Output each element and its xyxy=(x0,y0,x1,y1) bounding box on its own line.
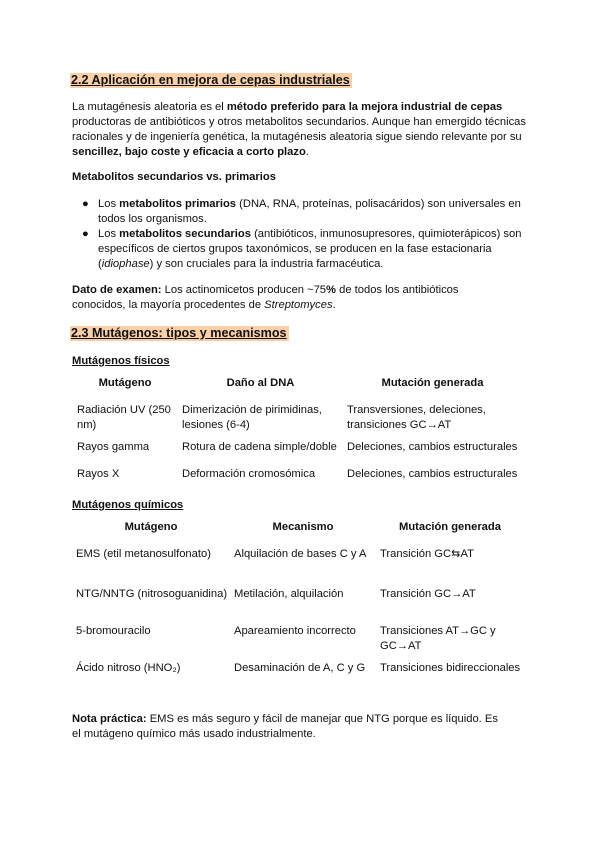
column-header: Mutágeno xyxy=(124,521,178,533)
table-cell: Deleciones, cambios estructurales xyxy=(347,468,518,480)
column-header: Mecanismo xyxy=(272,521,334,533)
section-2-2-heading: 2.2 Aplicación en mejora de cepas industriales xyxy=(71,73,350,87)
bullet-text: (antibióticos, inmunosupresores, quimioterápicos) son específicos de ciertos grupos taxonómicos, se producen en la fase estacionaria ( xyxy=(98,228,522,270)
bullet-icon: ● xyxy=(82,228,89,240)
table-cell: Metilación, alquilación xyxy=(234,588,344,600)
table-cell: Rayos X xyxy=(77,468,120,480)
table-cell: Transversiones, deleciones, transiciones GC→AT xyxy=(347,404,486,431)
intro-text-3: . xyxy=(305,146,309,158)
list-item xyxy=(72,197,522,227)
column-header: Mutágeno xyxy=(98,377,152,389)
column-header: Mutación generada xyxy=(381,377,484,389)
table-cell: Desaminación de A, C y G xyxy=(234,662,366,674)
table-cell: Deformación cromosómica xyxy=(182,468,316,480)
table-header-row xyxy=(72,376,522,403)
exam-percent: % xyxy=(326,284,336,296)
intro-bold-1: método preferido para la mejora industrial de cepas xyxy=(226,101,503,113)
bullet-icon: ● xyxy=(82,198,89,210)
bullet-bold: metabolitos primarios xyxy=(119,198,237,210)
table-cell: Deleciones, cambios estructurales xyxy=(347,441,518,453)
bullet-text: ) y son cruciales para la industria farmacéutica. xyxy=(149,258,384,270)
table-row xyxy=(72,661,524,683)
bullet-bold: metabolitos secundarios xyxy=(119,228,251,240)
table-cell: Transiciones AT→GC y GC→AT xyxy=(380,625,496,652)
bullet-text: Los xyxy=(98,198,120,210)
chemical-mutagens-table xyxy=(72,520,524,683)
table-cell: 5-bromouracilo xyxy=(76,625,151,637)
table-cell: Rayos gamma xyxy=(77,441,150,453)
practical-note xyxy=(72,712,500,742)
intro-text-1: La mutagénesis aleatoria es el xyxy=(72,101,227,113)
practical-note-text: EMS es más seguro y fácil de manejar que NTG porque es líquido. Es el mutágeno químico más usado industrialmente. xyxy=(72,713,498,740)
table-row xyxy=(72,467,522,487)
table-row xyxy=(72,547,524,587)
table-cell: NTG/NNTG (nitrosoguanidina) xyxy=(76,588,228,600)
physical-mutagens-heading: Mutágenos físicos xyxy=(72,355,170,367)
table-cell: EMS (etil metanosulfonato) xyxy=(76,548,211,560)
table-header-row xyxy=(72,520,524,547)
exam-text: Los actinomicetos producen ~75 xyxy=(161,284,327,296)
list-item xyxy=(72,227,522,272)
table-cell: Transición GC⇆AT xyxy=(380,548,474,560)
table-cell: Ácido nitroso (HNO₂) xyxy=(76,662,181,674)
table-cell: Transición GC→AT xyxy=(380,588,476,600)
metabolites-list xyxy=(72,197,522,272)
section-2-3-heading: 2.3 Mutágenos: tipos y mecanismos xyxy=(71,326,287,340)
bullet-text: Los xyxy=(98,228,120,240)
exam-italic: Streptomyces xyxy=(264,299,333,311)
bullet-text: (DNA, RNA, proteínas, polisacáridos) son universales en todos los organismos. xyxy=(98,198,521,225)
exam-text: de todos los antibióticos conocidos, la mayoría procedentes de xyxy=(72,284,459,311)
practical-note-label: Nota práctica: xyxy=(72,713,147,725)
bullet-italic: idiophase xyxy=(101,258,150,270)
table-row xyxy=(72,587,524,624)
exam-note xyxy=(72,283,472,313)
metabolites-subheading: Metabolitos secundarios vs. primarios xyxy=(72,171,276,183)
table-cell: Dimerización de pirimidinas, lesiones (6-4) xyxy=(182,404,322,431)
table-row xyxy=(72,624,524,661)
column-header: Mutación generada xyxy=(399,521,501,533)
column-header: Daño al DNA xyxy=(226,377,295,389)
chemical-mutagens-heading: Mutágenos químicos xyxy=(72,499,184,511)
exam-label: Dato de examen: xyxy=(72,284,162,296)
table-cell: Rotura de cadena simple/doble xyxy=(182,441,337,453)
table-cell: Alquilación de bases C y A xyxy=(234,548,367,560)
intro-bold-2: sencillez, bajo coste y eficacia a corto plazo xyxy=(72,146,306,158)
table-cell: Transiciones bidireccionales xyxy=(380,662,521,674)
table-cell: Apareamiento incorrecto xyxy=(234,625,356,637)
table-row xyxy=(72,440,522,467)
intro-text-2: productoras de antibióticos y otros metabolitos secundarios. Aunque han emergido técnicas racionales y de ingeniería genética, la mutagénesis aleatoria sigue siendo relevante por su xyxy=(72,116,526,143)
exam-text: . xyxy=(332,299,336,311)
physical-mutagens-table xyxy=(72,376,522,487)
table-cell: Radiación UV (250 nm) xyxy=(77,404,171,431)
table-row xyxy=(72,403,522,440)
intro-paragraph xyxy=(72,100,532,160)
